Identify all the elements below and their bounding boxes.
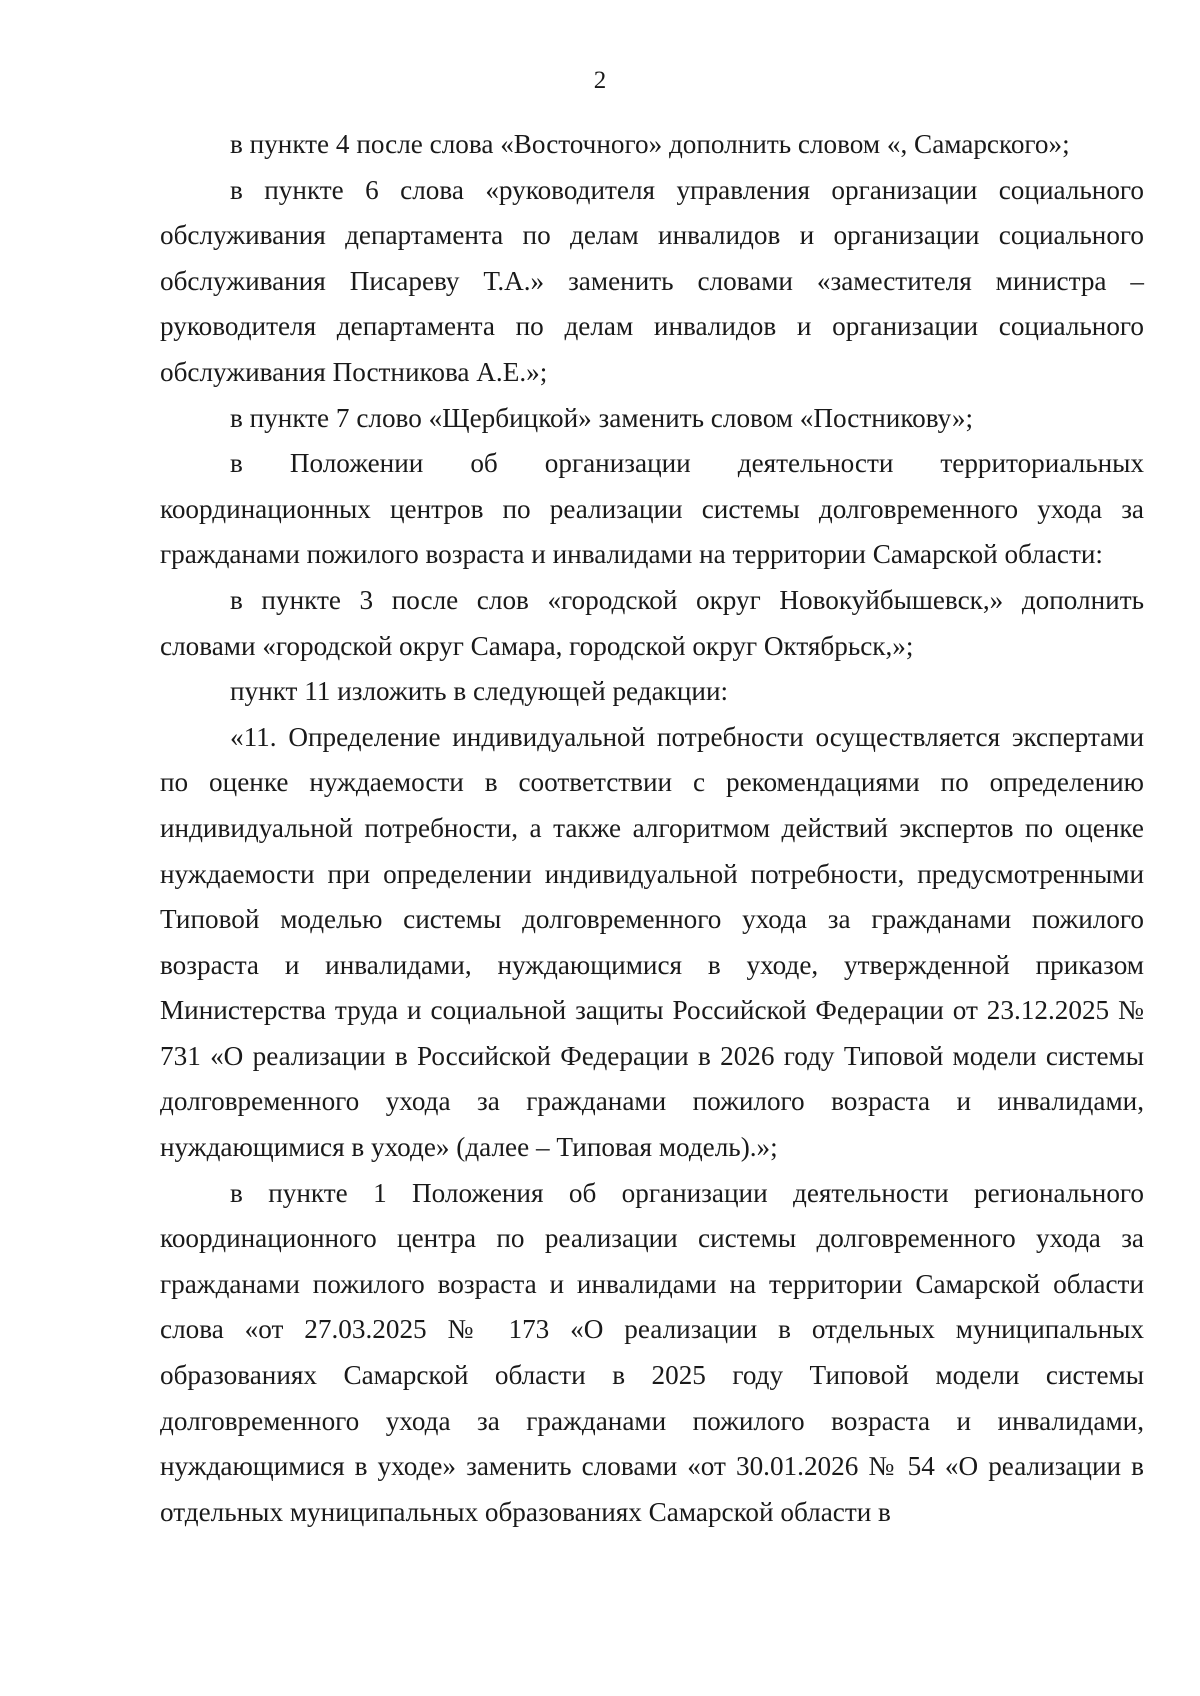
paragraph-regional-center-regulation: в пункте 1 Положения об организации деятельности регионального координационного центра по реализации системы долговременного ухода за гражданами пожилого возраста и инвалидами на территории Самарской области слова «от 27.03.2025 № 173 «О реализации в отдельных муниципальных образованиях Самарской области в 2025 году Типовой модели системы долговременного ухода за гражданами пожилого возраста и инвалидами, нуждающимися в уходе» заменить словами «от 30.01.2026 № 54 «О реализации в отдельных муниципальных образованиях Самарской области в [160, 1177, 1144, 1527]
page-number: 2 [593, 67, 607, 94]
paragraph-amend-point-3: в пункте 3 после слов «городской округ Новокуйбышевск,» дополнить словами «городской округ Самара, городской округ Октябрьск,»; [160, 584, 1144, 661]
paragraph-amend-point-7: в пункте 7 слово «Щербицкой» заменить словом «Постникову»; [230, 402, 974, 433]
paragraph-point-11-intro: пункт 11 изложить в следующей редакции: [230, 676, 729, 707]
paragraph-point-11-text: «11. Определение индивидуальной потребности осуществляется экспертами по оценке нуждаемости в соответствии с рекомендациями по определению индивидуальной потребности, а также алгоритмом действий экспертов по оценке нуждаемости при определении индивидуальной потребности, предусмотренными Типовой моделью системы долговременного ухода за гражданами пожилого возраста и инвалидами, нуждающимися в уходе, утвержденной приказом Министерства труда и социальной защиты Российской Федерации от 23.12.2025 № 731 «О реализации в Российской Федерации в 2026 году Типовой модели системы долговременного ухода за гражданами пожилого возраста и инвалидами, нуждающимися в уходе» (далее – Типовая модель).»; [160, 721, 1144, 1163]
document-body [160, 122, 1144, 1535]
paragraph-amend-point-6: в пункте 6 слова «руководителя управления организации социального обслуживания департамента по делам инвалидов и организации социального обслуживания Писареву Т.А.» заменить словами «заместителя министра – руководителя департамента по делам инвалидов и организации социального обслуживания Постникова А.Е.»; [160, 174, 1144, 387]
paragraph-amend-point-4: в пункте 4 после слова «Восточного» дополнить словом «, Самарского»; [230, 129, 1070, 159]
paragraph-territorial-centers-regulation: в Положении об организации деятельности территориальных координационных центров по реализации системы долговременного ухода за гражданами пожилого возраста и инвалидами на территории Самарской области: [160, 448, 1144, 570]
